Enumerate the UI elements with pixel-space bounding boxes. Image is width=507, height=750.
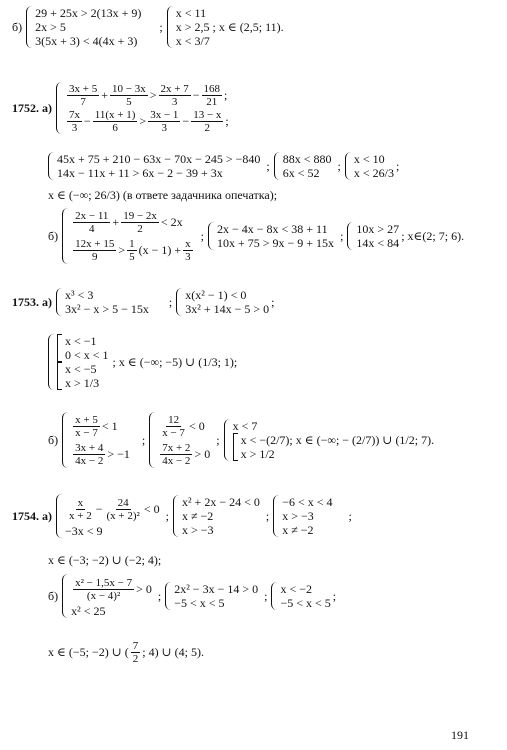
item-label: б) <box>48 228 59 243</box>
eq-line: −5 < x < 5 <box>174 596 225 610</box>
answer-part: ; 4) ∪ (4; 5). <box>142 645 205 659</box>
problem-number: 1752. а) <box>12 100 52 115</box>
eq-line: 6x < 52 <box>282 166 320 180</box>
eq-line: x > 1/3 <box>65 376 100 390</box>
eq-line: 14x − 11x + 11 > 6x − 2 − 39 + 3x <box>57 166 223 180</box>
eq-line: 3x² + 14x − 5 > 0 <box>185 302 270 316</box>
eq-line: x > 2,5 ; x ∈ (2,5; 11). <box>175 20 284 34</box>
problem-1753a: 1753. а) x³ < 3 3x² − x > 5 − 15x ; x(x² − 1) < 0 3x² + 14x − 5 > 0 ; <box>12 288 275 316</box>
eq-line: 10x + 75 > 9x − 9 + 15x <box>216 236 335 250</box>
system <box>167 6 284 48</box>
eq-line: x < 10 <box>353 152 385 166</box>
final-answer <box>48 640 204 665</box>
problem-1752b: б) $\frac{2x - 11}{4}$ + $\frac{19 - 2x}{2}$ < 2x $\frac{12x + 15}{9}$ > $\frac{1}{5}$ (x − 1) + $\frac{x}{3}$ ; 2x − 4x − 8x < 38 + 11 10x + 75 > 9x − 9 + 15x ; 10x > 27 14x < 84 ; x∈(2; 7; 6). <box>48 209 465 263</box>
eq-line: 3x² − x > 5 − 15x <box>65 302 149 316</box>
system: $\frac{3x + 5}{7}$ + $\frac{10 - 3x}{5}$ > $\frac{2x + 7}{3}$ − $\frac{168}{21}$ ; $\frac{7x}{3}$ − $\frac{11(x + 1)}{6}$ > $\frac{3x - 1}{3}$ − $\frac{13 - x}{2}$ ; <box>56 82 229 134</box>
eq-line: 88x < 880 <box>282 152 332 166</box>
problem-1754b: б) $\frac{\text{x² − 1,5x − 7}}{\text{(x − 4)²}}$ > 0 x² < 25 ; 2x² − 3x − 14 > 0 −5 < x < 5 ; x < −2 −5 < x < 5 ; <box>48 574 336 618</box>
eq-line: 2x² − 3x − 14 > 0 <box>174 582 259 596</box>
eq-line: 2x − 4x − 8x < 38 + 11 <box>216 222 328 236</box>
page-number: 191 <box>451 728 469 742</box>
item-label: б) <box>48 588 59 603</box>
eq-line: x < 7 <box>232 419 258 433</box>
eq-line: x³ < 3 <box>65 288 94 302</box>
eq-line: 45x + 75 + 210 − 63x − 70x − 245 > −840 <box>57 152 261 166</box>
item-label: б) <box>48 432 59 447</box>
item-label: б) <box>12 19 23 34</box>
answer-line: x ∈ (−∞; 26/3) (в ответе задачника опечатка); <box>48 188 278 202</box>
eq-line: x < 26/3 <box>353 166 394 180</box>
eq-line: x < −1 <box>65 334 97 348</box>
eq-line: x ≠ −2 <box>181 509 214 523</box>
problem-1751b <box>12 6 286 48</box>
problem-1754a: 1754. а) $\frac{x}{x + 2}$ − $\frac{24}{\text{(x + 2)²}}$ < 0 −3x < 9 ; x² + 2x − 24 < 0 x ≠ −2 x > −3 ; −6 < x < 4 x > −3 x ≠ −2 ; <box>12 495 352 538</box>
problem-1753b: б) $\frac{x + 5}{x - 7}$ < 1 $\frac{3x + 4}{4x - 2}$ > −1 ; $\frac{12}{x - 7}$ < 0 $\frac{7x + 2}{4x - 2}$ > 0 ; x < 7 x < −(2/7); x ∈ (−∞; − (2/7)) ∪ (1/2; 7). x > 1/2 <box>48 413 435 467</box>
eq-line: x ≠ −2 <box>282 523 314 537</box>
eq-line: 14x < 84 <box>356 236 400 250</box>
problem-1752a <box>12 82 231 134</box>
eq-line: x < −2 <box>280 582 312 596</box>
eq-line: x² + 2x − 24 < 0 <box>181 495 260 509</box>
eq-line: 2x > 5 <box>35 20 66 34</box>
eq-line: −6 < x < 4 <box>282 495 333 509</box>
answer-inline: ; x ∈ (−∞; −5) ∪ (1/3; 1); <box>112 354 238 369</box>
system: $\frac{2x - 11}{4}$ + $\frac{19 - 2x}{2}$ < 2x $\frac{12x + 15}{9}$ > $\frac{1}{5}$ (x − 1) + $\frac{x}{3}$ <box>62 208 195 264</box>
eq-line: 10x > 27 <box>356 222 400 236</box>
eq-line: −3x < 9 <box>65 524 103 538</box>
answer-part: x ∈ (−5; −2) ∪ ( <box>48 645 129 659</box>
eq-line: x > 1/2 <box>240 447 275 461</box>
answer-inline: ; x∈(2; 7; 6). <box>401 228 465 243</box>
answer-fraction: $\frac{7}{2}$ <box>132 640 139 665</box>
eq-line: −5 < x < 5 <box>280 596 331 610</box>
eq-line: 3(5x + 3) < 4(4x + 3) <box>35 34 138 48</box>
eq-line: 29 + 25x > 2(13x + 9) <box>35 6 142 20</box>
eq-line: x < 11 <box>175 6 207 20</box>
problem-number: 1753. а) <box>12 294 52 309</box>
eq-line: x > −3 <box>282 509 314 523</box>
system <box>26 6 141 48</box>
eq-line: x > −3 <box>181 523 214 537</box>
eq-line: x(x² − 1) < 0 <box>185 288 247 302</box>
separator: ; <box>159 19 163 34</box>
problem-number: 1754. а) <box>12 508 52 523</box>
eq-line: x < −5 <box>65 362 97 376</box>
eq-line: x² < 25 <box>71 604 106 618</box>
eq-line: x < 3/7 <box>175 34 210 48</box>
eq-line: x < −(2/7); x ∈ (−∞; − (2/7)) ∪ (1/2; 7). <box>240 433 435 447</box>
answer-line: x ∈ (−3; −2) ∪ (−2; 4); <box>48 553 162 567</box>
problem-1752a-steps: 45x + 75 + 210 − 63x − 70x − 245 > −840 14x − 11x + 11 > 6x − 2 − 39 + 3x ; 88x < 880 6x < 52 ; x < 10 x < 26/3 ; <box>48 152 399 180</box>
eq-line: 0 < x < 1 <box>65 348 109 362</box>
problem-1753a-steps <box>48 334 237 390</box>
